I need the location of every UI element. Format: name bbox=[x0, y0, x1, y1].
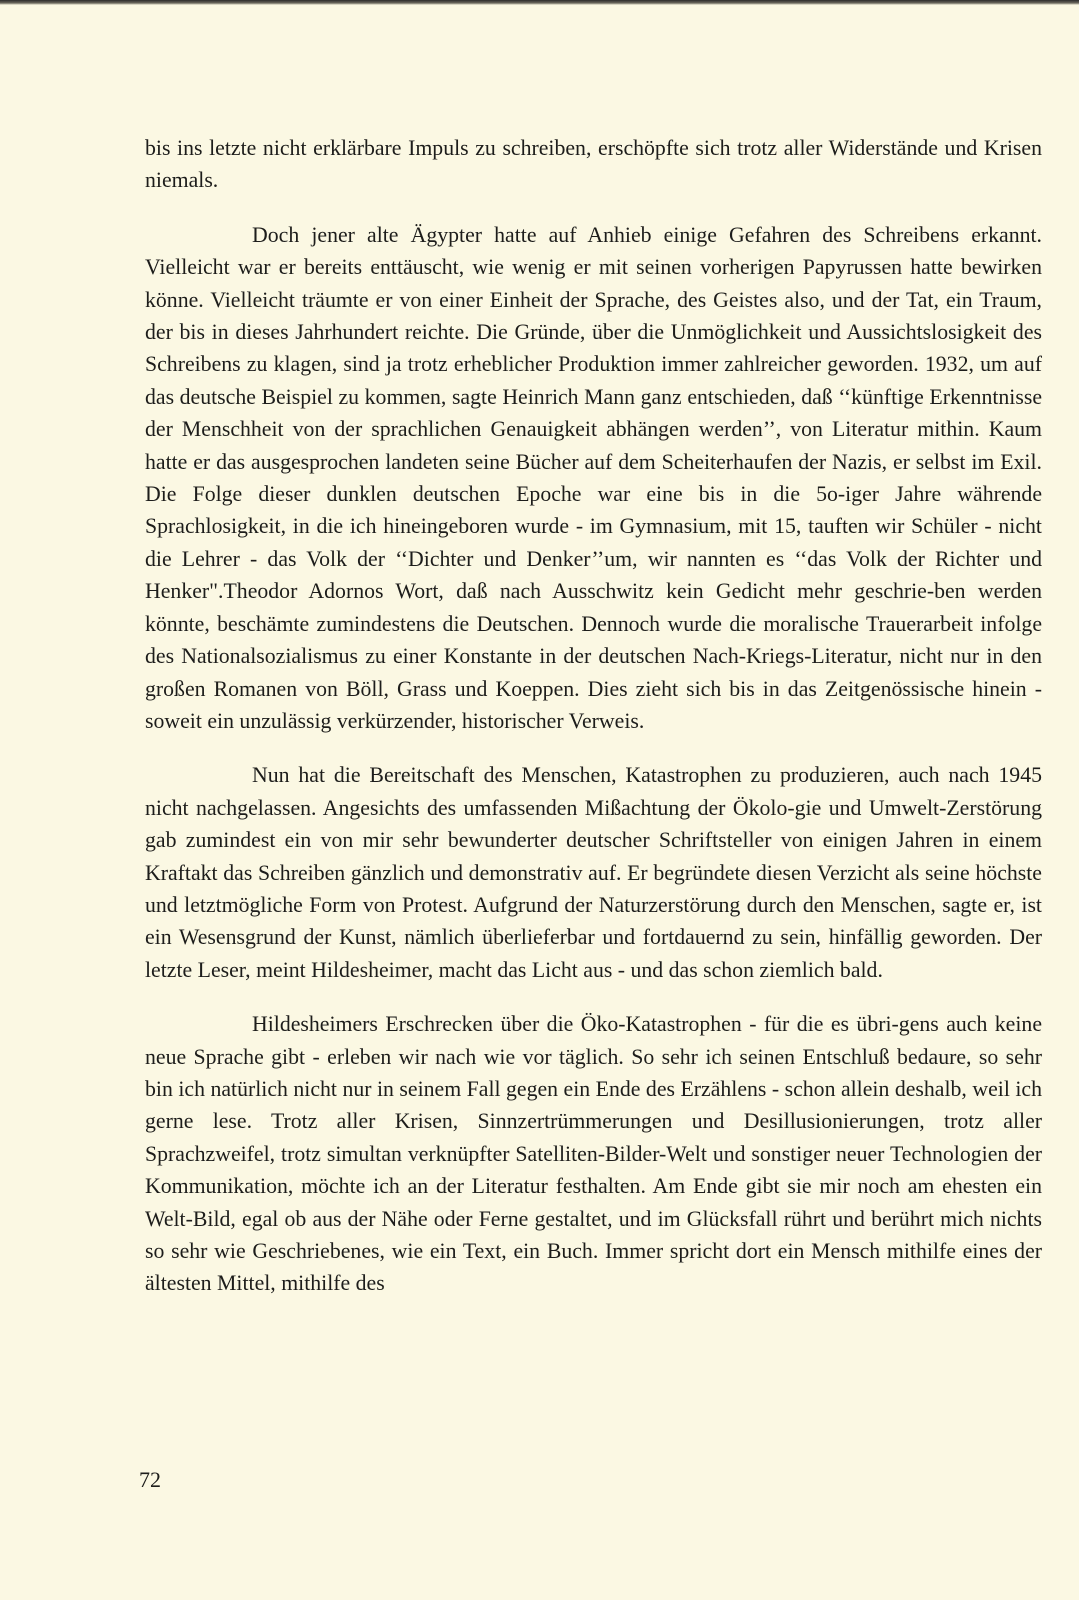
scan-top-edge bbox=[0, 0, 1079, 5]
body-text bbox=[145, 132, 1042, 1300]
page-number: 72 bbox=[139, 1467, 161, 1492]
paragraph-4: Hildesheimers Erschrecken über die Öko-Katastrophen - für die es übri-gens auch keine neue Sprache gibt - erleben wir nach wie vor täglich. So sehr ich seinen Entschluß bedaure, so sehr bin ich natürlich nicht nur in seinem Fall gegen ein Ende des Erzählens - schon allein deshalb, weil ich gerne lese. Trotz aller Krisen, Sinnzertrümmerungen und Desillusionierungen, trotz aller Sprachzweifel, trotz simultan verknüpfter Satelliten-Bilder-Welt und sonstiger neuer Technologien der Kommunikation, möchte ich an der Literatur festhalten. Am Ende gibt sie mir noch am ehesten ein Welt-Bild, egal ob aus der Nähe oder Ferne gestaltet, und im Glücksfall rührt und berührt mich nichts so sehr wie Geschriebenes, wie ein Text, ein Buch. Immer spricht dort ein Mensch mithilfe eines der ältesten Mittel, mithilfe des bbox=[145, 1012, 1042, 1296]
paragraph-3: Nun hat die Bereitschaft des Menschen, Katastrophen zu produzieren, auch nach 1945 nicht nachgelassen. Angesichts des umfassenden Mißachtung der Ökolo-gie und Umwelt-Zerstörung gab zumindest ein von mir sehr bewunderter deutscher Schriftsteller von einigen Jahren in einem Kraftakt das Schreiben gänzlich und demonstrativ auf. Er begründete diesen Verzicht als seine höchste und letztmögliche Form von Protest. Aufgrund der Naturzerstörung durch den Menschen, sagte er, ist ein Wesensgrund der Kunst, nämlich überlieferbar und fortdauernd zu sein, hinfällig geworden. Der letzte Leser, meint Hildesheimer, macht das Licht aus - und das schon ziemlich bald. bbox=[145, 763, 1042, 982]
paragraph-1: bis ins letzte nicht erklärbare Impuls zu schreiben, erschöpfte sich trotz aller Widerstände und Krisen niemals. bbox=[145, 136, 1042, 193]
paragraph-2: Doch jener alte Ägypter hatte auf Anhieb einige Gefahren des Schreibens erkannt. Vielleicht war er bereits enttäuscht, wie wenig er mit seinen vorherigen Papyrussen hatte bewirken könne. Vielleicht träumte er von einer Einheit der Sprache, des Geistes also, und der Tat, ein Traum, der bis in dieses Jahrhundert reichte. Die Gründe, über die Unmöglichkeit und Aussichtslosigkeit des Schreibens zu klagen, sind ja trotz erheblicher Produktion immer zahlreicher geworden. 1932, um auf das deutsche Beispiel zu kommen, sagte Heinrich Mann ganz entschieden, daß ‘‘künftige Erkenntnisse der Menschheit von der sprachlichen Genauigkeit abhängen werden’’, von Literatur mithin. Kaum hatte er das ausgesprochen landeten seine Bücher auf dem Scheiterhaufen der Nazis, er selbst im Exil. Die Folge dieser dunklen deutschen Epoche war eine bis in die 5o-iger Jahre währende Sprachlosigkeit, in die ich hineingeboren wurde - im Gymnasium, mit 15, tauften wir Schüler - nicht die Lehrer - das Volk der ‘‘Dichter und Denker’’um, wir nannten es ‘‘das Volk der Richter und Henker".Theodor Adornos Wort, daß nach Ausschwitz kein Gedicht mehr geschrie-ben werden könnte, beschämte zumindestens die Deutschen. Dennoch wurde die moralische Trauerarbeit infolge des Nationalsozialismus zu einer Konstante in der deutschen Nach-Kriegs-Literatur, nicht nur in den großen Romanen von Böll, Grass und Koeppen. Dies zieht sich bis in das Zeitgenössische hinein - soweit ein unzulässig verkürzender, historischer Verweis. bbox=[145, 222, 1042, 733]
